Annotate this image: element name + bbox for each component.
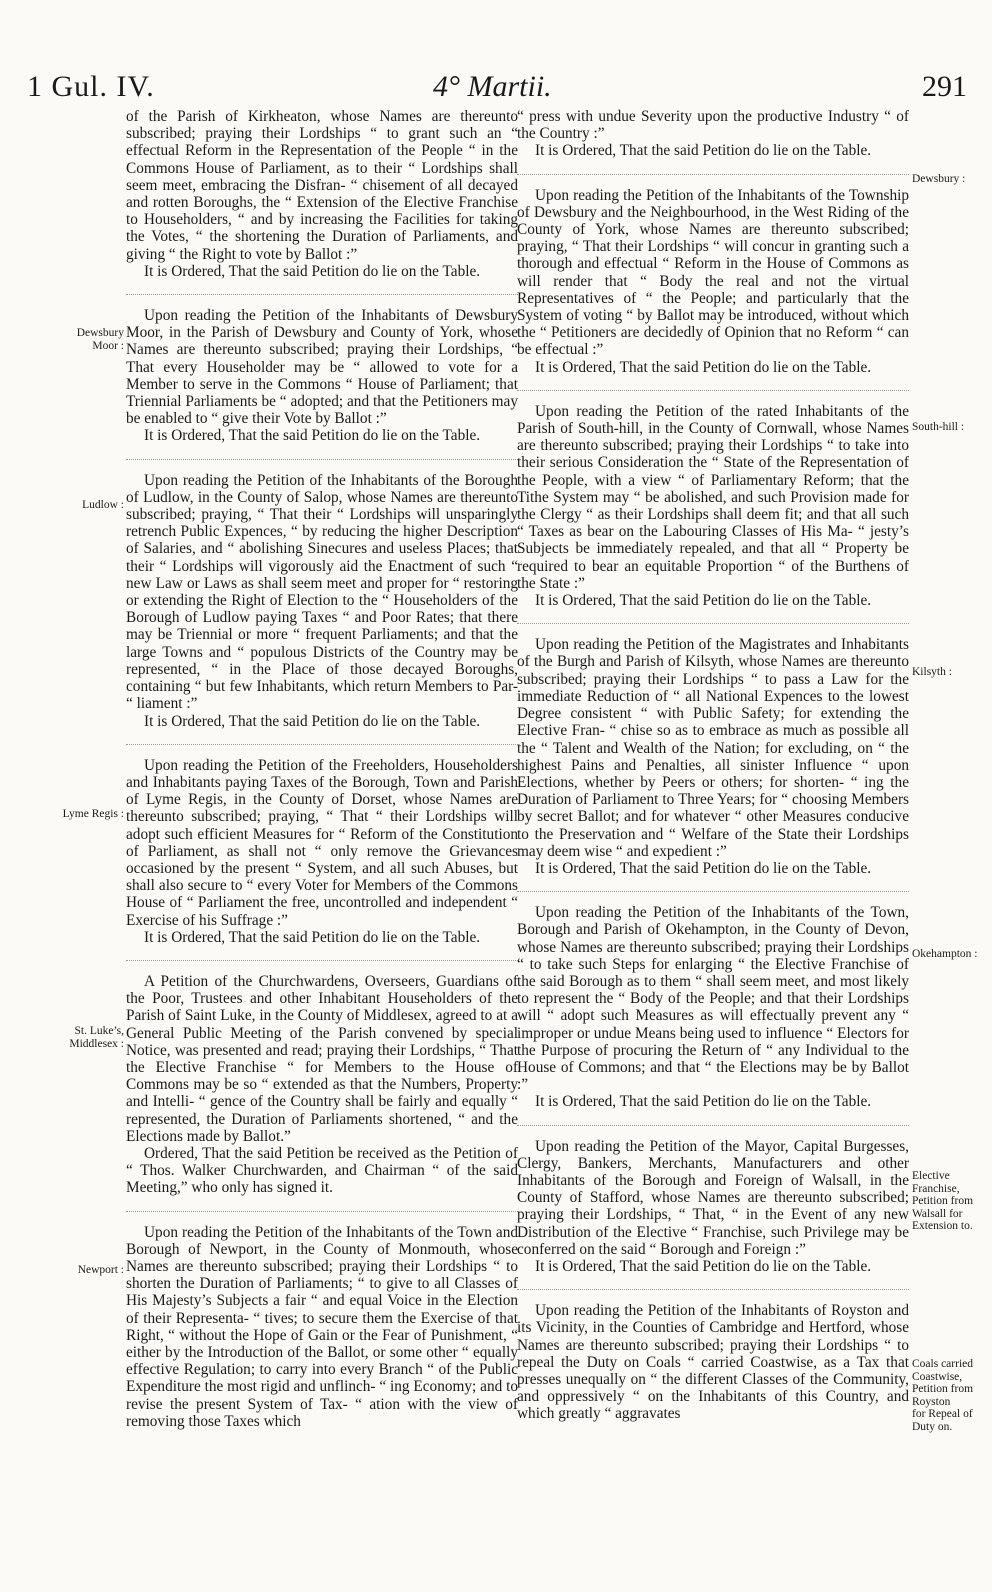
divider [126,744,518,745]
regnal-year-header: 1 Gul. IV. [27,70,155,103]
petition-kilsyth [517,636,909,877]
petition-text: Upon reading the Petition of the rated Inhabitants of the Parish of South-hill, in the County of Cornwall, whose Names are thereunto subscribed; praying their Lordships “ to take into their serious Consideration the “ State of the Representation of the People, with a view “ of Parliamentary Reform; that the Tithe System may “ be abolished, and such Provision made for the Clergy “ as their Lordships shall deem fit; and that all such “ Taxes as bear on the Labouring Classes of His Ma- “ jesty’s Subjects be immediately repealed, and that all “ Property be required to bear an equitable Proportion “ of the Burthens of the State :” [517,402,909,592]
petition-text: of the Parish of Kirkheaton, whose Names are thereunto subscribed; praying their Lordships “ to grant such an “ effectual Reform in the Representation of the People “ in the Commons House of Parliament, as to their “ Lordships shall seem meet, embracing the Disfran- “ chisement of all decayed and rotten Boroughs, the “ Extension of the Elective Franchise to Householders, “ and by increasing the Facilities for taking the Votes, “ the shortening the Duration of Parliaments, and giving “ the Right to vote by Ballot :” [126,108,518,263]
divider [517,390,909,391]
order-text: Ordered, That the said Petition be received as the Petition of “ Thos. Walker Churchwarden, and Chairman “ of the said Meeting,” who only has signed it. [126,1144,518,1197]
divider [517,174,909,175]
petition-text: Upon reading the Petition of the Inhabitants of Royston and its Vicinity, in the Counties of Cambridge and Hertford, whose Names are thereunto subscribed; praying their Lordships “ to repeal the Duty on Coals “ carried Coastwise, as a Tax that presses unequally on “ the different Classes of the Community, and oppressively “ on the Inhabitants of this Country, and which greatly “ aggravates [517,1302,909,1423]
petition-south-hill [517,403,909,609]
order-text: It is Ordered, That the said Petition do lie on the Table. [144,712,481,730]
petition-kirkheaton [126,108,518,280]
petition-ludlow [126,472,518,730]
left-column [126,108,518,1444]
page-number: 291 [922,70,967,103]
divider [126,960,518,961]
petition-text: Upon reading the Petition of the Inhabitants of the Borough of Ludlow, in the County of Salop, whose Names are thereunto subscribed; praying, “ That their “ Lordships will unsparingly retrench Public Expences, “ by reducing the higher Description of Salaries, and “ abolishing Sinecures and useless Places; that their “ Lordships will vigorously aid the Enactment of such “ new Law or Laws as shall seem meet and proper for “ restoring or extending the Right of Election to the “ Householders of the Borough of Ludlow paying Taxes “ and Poor Rates; that there may be Triennial or more “ frequent Parliaments; and that the large Towns and “ populous Districts of the Country may be represented, “ in the Place of those decayed Boroughs, containing “ but few Inhabitants, which return Members to Par- “ liament :” [126,471,518,713]
right-column [517,108,909,1437]
margin-note-ludlow: Ludlow : [82,499,124,511]
petition-text: “ press with undue Severity upon the productive Industry “ of the Country :” [517,108,909,143]
order-text: It is Ordered, That the said Petition do lie on the Table. [144,928,481,946]
margin-note-okehampton: Okehampton : [912,948,978,960]
divider [517,1289,909,1290]
order-text: It is Ordered, That the said Petition do lie on the Table. [144,262,481,280]
petition-text: Upon reading the Petition of the Inhabitants of the Town and Borough of Newport, in the County of Monmouth, whose Names are thereunto subscribed; praying their Lordships “ to shorten the Duration of Parliaments; “ to give to all Classes of His Majesty’s Subjects a fair “ and equal Voice in the Election of their Representa- “ tives; to secure them the Exercise of that Right, “ without the Hope of Gain or the Fear of Punishment, “ either by the Introduction of the Ballot, or some other “ equally effective Regulation; to carry into every Branch “ of the Public Expenditure the most rigid and unflinch- “ ing Economy; and to revise the present System of Tax- “ ation with the view of removing those Taxes which [126,1223,518,1430]
margin-note-royston: Coals carried Coastwise, Petition from Royston for Repeal of Duty on. [912,1358,974,1433]
margin-note-walsall: Elective Franchise, Petition from Walsall for Extension to. [912,1170,974,1232]
date-header: 4° Martii. [433,70,552,103]
petition-dewsbury-moor [126,307,518,445]
order-text: It is Ordered, That the said Petition do lie on the Table. [144,427,481,445]
petition-text: Upon reading the Petition of the Mayor, Capital Burgesses, Clergy, Bankers, Merchants, Manufacturers and other Inhabitants of the Borough and Foreign of Walsall, in the County of Stafford, whose Names are thereunto subscribed; praying their Lordships, “ That, “ in the Event of any new Distribution of the Elective “ Franchise, such Privilege may be conferred on the said “ Borough and Foreign :” [517,1137,909,1258]
petition-text: Upon reading the Petition of the Freeholders, Householders and Inhabitants paying Taxes of the Borough, Town and Parish of Lyme Regis, in the County of Dorset, whose Names are thereunto subscribed; praying, “ That “ their Lordships will adopt such efficient Measures for “ Reform of the Constitution of Parliament, as shall not “ only remove the Grievances occasioned by the present “ System, and all such Abuses, but shall also secure to “ every Voter for Members of the Commons House of “ Parliament the free, uncontrolled and independent “ Exercise of his Suffrage :” [126,756,518,929]
order-text: It is Ordered, That the said Petition do lie on the Table. [535,1093,872,1111]
margin-note-kilsyth: Kilsyth : [912,666,952,678]
order-text: It is Ordered, That the said Petition do lie on the Table. [535,859,872,877]
order-text: It is Ordered, That the said Petition do lie on the Table. [535,1257,872,1275]
margin-note-st-lukes: St. Luke’s, Middlesex : [69,1025,124,1050]
petition-walsall [517,1138,909,1276]
order-text: It is Ordered, That the said Petition do lie on the Table. [535,592,872,610]
order-text: It is Ordered, That the said Petition do lie on the Table. [535,358,872,376]
petition-saint-luke [126,973,518,1197]
divider [517,623,909,624]
margin-note-newport: Newport : [77,1264,124,1276]
petition-text: Upon reading the Petition of the Magistrates and Inhabitants of the Burgh and Parish of Kilsyth, whose Names are thereunto subscribed; praying their Lordships “ to pass a Law for the immediate Reduction of “ all National Expences to the lowest Degree consistent “ with Public Safety; for extending the Elective Fran- “ chise so as to embrace as much as possible all the “ Talent and Wealth of the Nation; for excluding, on “ the highest Pains and Penalties, all sinister Influence “ upon Elections, whether by Peers or others; for shorten- “ ing the Duration of Parliament to Three Years; for “ choosing Members by secret Ballot; and for whatever “ other Measures conducive to the Preservation and “ Welfare of the State their Lordships may deem wise “ and expedient :” [517,636,909,860]
petition-royston [517,1302,909,1422]
margin-note-south-hill: South-hill : [912,421,965,433]
petition-text: Upon reading the Petition of the Inhabitants of the Town, Borough and Parish of Okehampton, in the County of Devon, whose Names are thereunto subscribed; praying their Lordships “ to take such Steps for enlarging “ the Elective Franchise of the said Borough as to them “ shall seem meet, and most likely to represent the “ Body of the People; and that their Lordships will “ adopt such Measures as will effectually prevent any “ improper or undue Means being used to influence “ Electors for the Purpose of procuring the Return of “ any Individual to the House of Commons; and that “ the Elections may be by Ballot :” [517,904,909,1094]
divider [126,294,518,295]
petition-text: Upon reading the Petition of the Inhabitants of the Township of Dewsbury and the Neighbourhood, in the West Riding of the County of York, whose Names are thereunto subscribed; praying, “ That their Lordships “ will concur in granting such a thorough and effectual “ Reform in the House of Commons as will render that “ Body the real and not the virtual Representatives of “ the People; and particularly that the System of voting “ by Ballot may be introduced, without which the “ Petitioners are decidedly of Opinion that no Reform “ can be effectual :” [517,186,909,359]
margin-note-lyme-regis: Lyme Regis : [62,808,124,820]
petition-dewsbury [517,187,909,376]
petition-text: Upon reading the Petition of the Inhabitants of Dewsbury Moor, in the Parish of Dewsbury and County of York, whose Names are thereunto subscribed; praying their Lordships, “ That every Householder may be “ allowed to vote for a Member to serve in the Commons “ House of Parliament; that Triennial Parliaments be “ adopted; and that the Petitioners may be enabled to “ give their Vote by Ballot :” [126,307,518,428]
margin-note-dewsbury-moor: Dewsbury Moor : [76,327,124,352]
petition-text: A Petition of the Churchwardens, Overseers, Guardians of the Poor, Trustees and other Inhabitant Householders of the Parish of Saint Luke, in the County of Middlesex, agreed to at a General Public Meeting of the Parish convened by special Notice, was presented and read; praying their Lordships, “ That the Elective Franchise “ for Members to the House of Commons may be so “ extended as that the Numbers, Property and Intelli- “ gence of the Country shall be fairly and equally “ represented, the Duration of Parliaments shortened, “ and the Elections made by Ballot.” [126,972,518,1145]
divider [517,1125,909,1126]
petition-newport [126,1224,518,1430]
divider [126,1211,518,1212]
divider [126,459,518,460]
margin-note-dewsbury: Dewsbury : [912,173,966,185]
divider [517,891,909,892]
petition-newport-continued [517,108,909,160]
petition-okehampton [517,904,909,1110]
petition-lyme-regis [126,757,518,946]
order-text: It is Ordered, That the said Petition do lie on the Table. [535,142,872,160]
